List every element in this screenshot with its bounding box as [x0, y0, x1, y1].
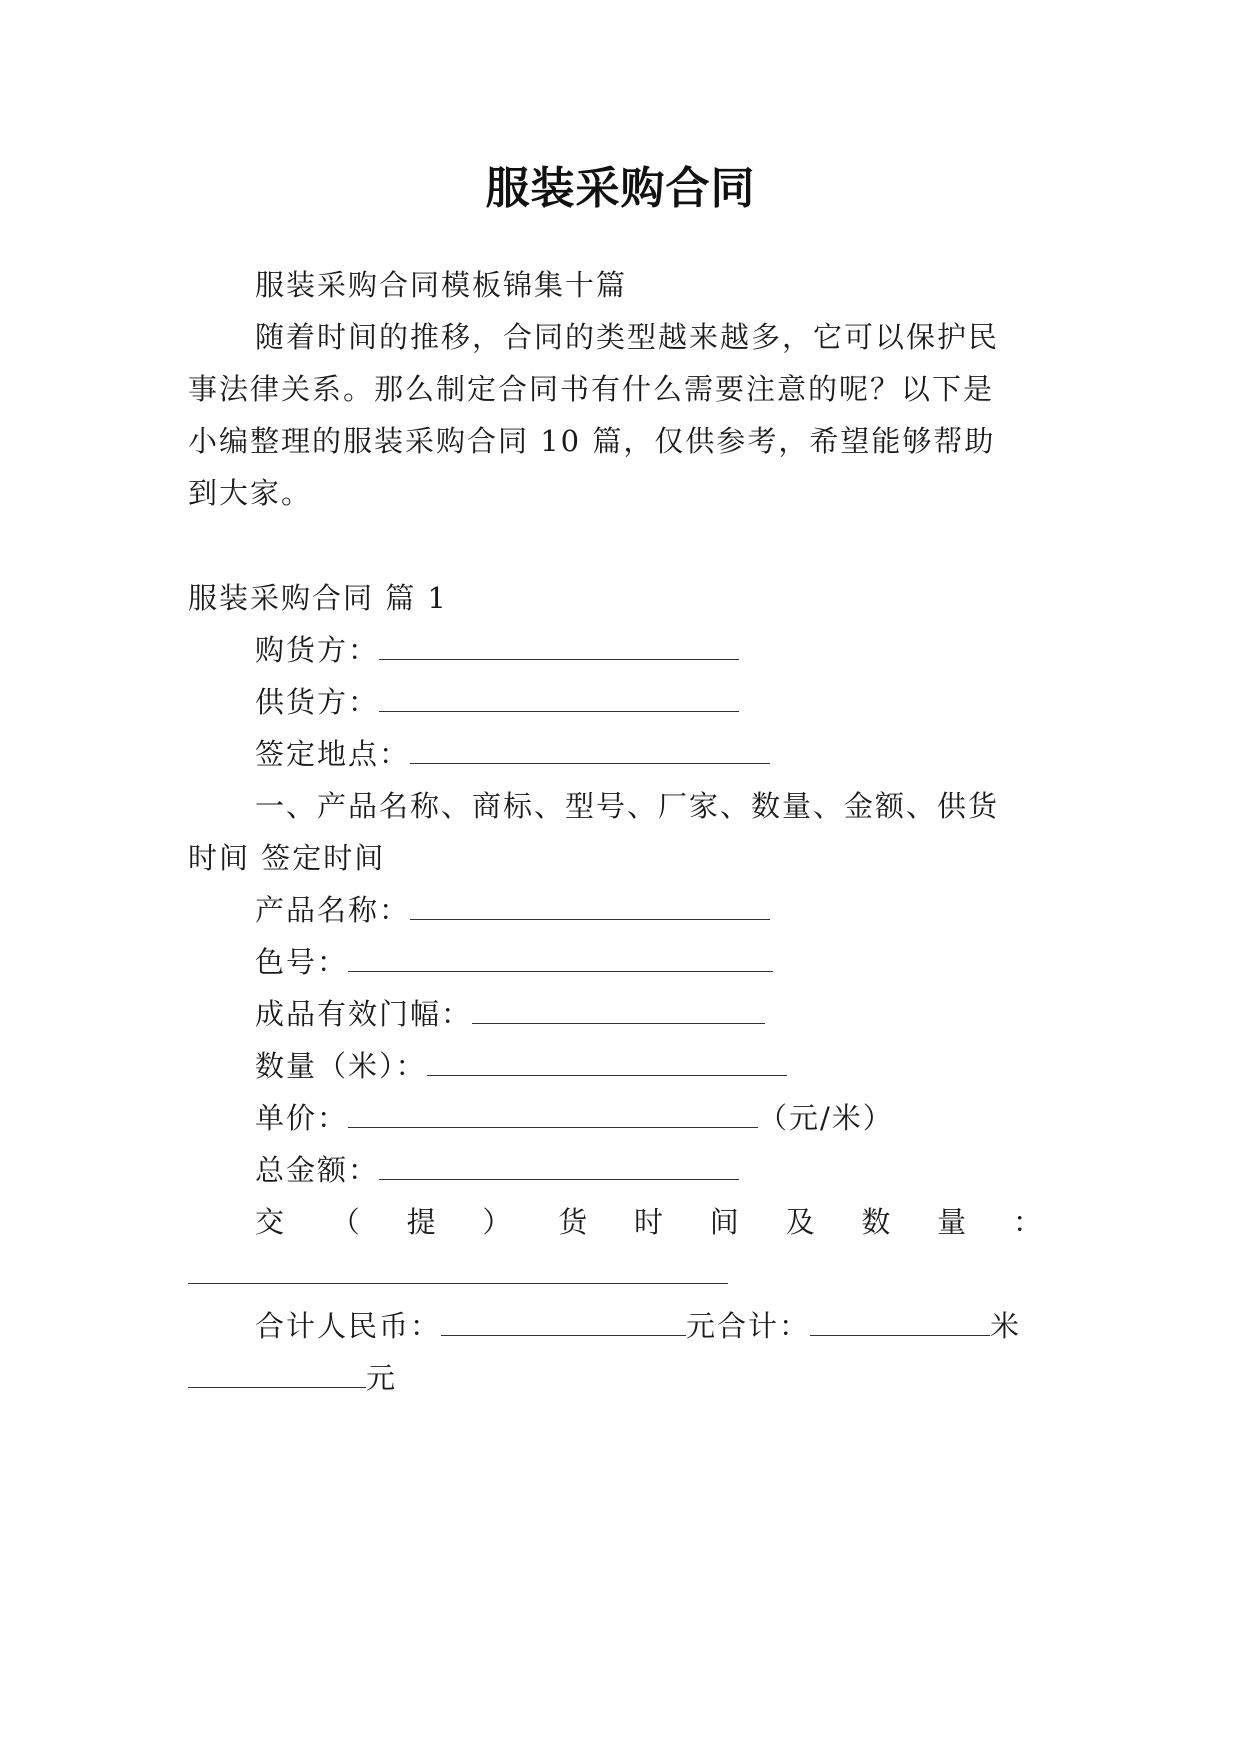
- intro-paragraph-line-2: 事法律关系。那么制定合同书有什么需要注意的呢？以下是: [188, 372, 995, 406]
- rmb-blank-field[interactable]: [441, 1309, 686, 1336]
- product-name-blank-field[interactable]: [410, 893, 770, 920]
- product-name-row: [255, 890, 770, 930]
- meters-blank-field[interactable]: [810, 1309, 990, 1336]
- rmb-label: 合计人民币：: [255, 1309, 442, 1343]
- yuan-unit: 元: [366, 1361, 398, 1395]
- meter-unit: 米: [990, 1309, 1022, 1343]
- delivery-char: 数: [861, 1205, 891, 1239]
- delivery-time-label: [255, 1202, 1042, 1242]
- quantity-row: [255, 1046, 787, 1086]
- sign-place-blank-field[interactable]: [410, 737, 770, 764]
- yuan-total-label: 元合计：: [686, 1309, 811, 1343]
- buyer-row: [255, 630, 739, 670]
- buyer-label: 购货方：: [255, 633, 380, 667]
- document-title: 服装采购合同: [485, 163, 756, 214]
- product-name-label: 产品名称：: [255, 893, 411, 927]
- quantity-label: 数量（米）：: [255, 1049, 427, 1083]
- unit-price-row: [255, 1098, 894, 1138]
- total-row: [255, 1150, 739, 1190]
- intro-paragraph-line-4: 到大家。: [188, 476, 313, 510]
- delivery-char: 量: [937, 1205, 967, 1239]
- clause1-line-1: 一、产品名称、商标、型号、厂家、数量、金额、供货: [255, 789, 1000, 823]
- supplier-blank-field[interactable]: [379, 685, 739, 712]
- color-blank-field[interactable]: [348, 945, 773, 972]
- yuan-row: [188, 1358, 397, 1398]
- delivery-char: ）: [482, 1205, 512, 1239]
- yuan-blank-field[interactable]: [188, 1361, 366, 1388]
- buyer-blank-field[interactable]: [379, 633, 739, 660]
- intro-subtitle: 服装采购合同模板锦集十篇: [255, 268, 628, 302]
- unit-price-label: 单价：: [255, 1101, 349, 1135]
- intro-paragraph-line-3: 小编整理的服装采购合同 10 篇，仅供参考，希望能够帮助: [188, 424, 996, 458]
- delivery-blank-field[interactable]: [188, 1257, 728, 1284]
- clause1-line-2: 时间 签定时间: [188, 841, 386, 875]
- delivery-char: 货: [558, 1205, 588, 1239]
- quantity-blank-field[interactable]: [427, 1049, 787, 1076]
- supplier-row: [255, 682, 739, 722]
- delivery-char: 提: [406, 1205, 436, 1239]
- delivery-char: 时: [633, 1205, 663, 1239]
- delivery-char: （: [330, 1205, 360, 1239]
- width-label: 成品有效门幅：: [255, 997, 473, 1031]
- section-heading: 服装采购合同 篇 1: [188, 581, 448, 615]
- intro-paragraph-line-1: 随着时间的推移，合同的类型越来越多，它可以保护民: [255, 320, 1000, 354]
- delivery-char: 交: [255, 1205, 285, 1239]
- delivery-char: ：: [1012, 1205, 1042, 1239]
- supplier-label: 供货方：: [255, 685, 380, 719]
- unit-price-blank-field[interactable]: [348, 1101, 758, 1128]
- unit-price-unit: （元/米）: [758, 1101, 894, 1135]
- delivery-char: 及: [785, 1205, 815, 1239]
- sign-place-row: [255, 734, 770, 774]
- rmb-total-row: [255, 1306, 1021, 1346]
- color-label: 色号：: [255, 945, 349, 979]
- delivery-row: [188, 1254, 728, 1294]
- width-blank-field[interactable]: [472, 997, 765, 1024]
- width-row: [255, 994, 765, 1034]
- color-row: [255, 942, 773, 982]
- sign-place-label: 签定地点：: [255, 737, 411, 771]
- delivery-char: 间: [709, 1205, 739, 1239]
- total-label: 总金额：: [255, 1153, 380, 1187]
- total-blank-field[interactable]: [379, 1153, 739, 1180]
